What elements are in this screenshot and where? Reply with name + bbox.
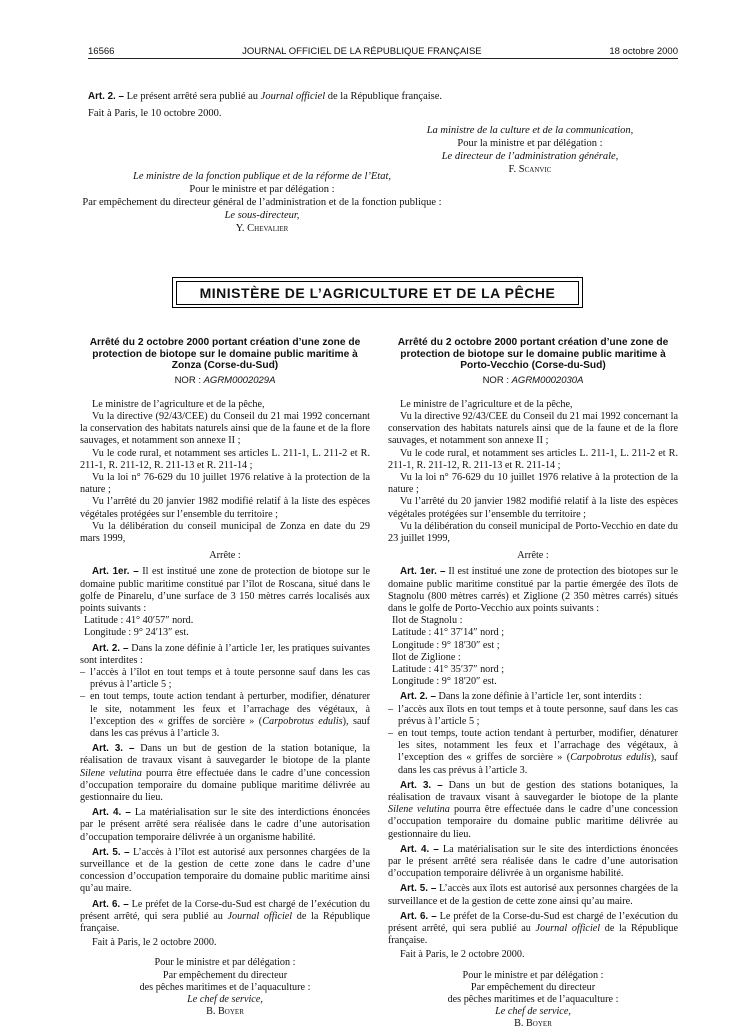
ministry-heading: MINISTÈRE DE L’AGRICULTURE ET DE LA PÊCHE [176,281,579,305]
article-2 [388,691,678,703]
article-5 [388,883,678,907]
species-name: Carpobrotus edulis [262,715,343,727]
visa-paragraph: Vu la directive 92/43/CEE du Conseil du 21 mai 1992 concernant la conservation des habitats naturels ainsi que de la faune et de la flore sauvages, et notamment son annexe II ; [388,410,678,447]
ministry-heading-box [172,277,583,308]
publication-date: 18 octobre 2000 [609,45,678,57]
decree-title: Arrêté du 2 octobre 2000 portant création d’une zone de protection de biotope sur le domaine public maritime à Porto-Vecchio (Corse-du-Sud) [397,337,669,371]
coordinate-latitude: Latitude : 41° 35′37″ nord ; [392,663,505,675]
list-item-text: en tout temps, toute action tendant à perturber, modifier, dénaturer le site, notamment les feux et l’arrachage des végétaux, à l’exception des « griffes de sorcière » ( [90,691,370,727]
signature-culture [380,124,680,176]
visa-paragraph: Vu l’arrêté du 20 janvier 1982 modifié relatif à la liste des espèces végétales protégées sur l’ensemble du territoire ; [388,496,678,520]
visa-paragraph: Vu l’arrêté du 20 janvier 1982 modifié relatif à la liste des espèces végétales protégées sur l’ensemble du territoire ; [80,496,370,520]
fait-line: Fait à Paris, le 10 octobre 2000. [88,108,222,119]
decree-zonza [80,337,370,1018]
signatory-role: Le sous-directeur, [224,210,300,221]
signatory-role: Le directeur de l’administration générale, [441,151,619,162]
arrete-heading: Arrête : [209,550,241,562]
article-label: Art. 1er. – [92,566,139,578]
visa-paragraph: Vu la délibération du conseil municipal de Zonza en date du 29 mars 1999, [80,520,370,544]
decree-porto-vecchio [388,337,678,1031]
list-item [398,728,678,777]
article-text: Le présent arrêté sera publié au [123,91,261,102]
list-item [90,691,370,740]
nor-label: NOR : [482,374,512,386]
article-text: de la République française. [388,923,678,947]
fait-line: Fait à Paris, le 2 octobre 2000. [400,949,525,961]
visa-paragraph: Le ministre de l’agriculture et de la pêche, [92,398,265,410]
journal-title: JOURNAL OFFICIEL DE LA RÉPUBLIQUE FRANÇAISE [242,45,482,57]
directorate-line: des pêches maritimes et de l’aquaculture : [447,994,619,1006]
article-label: Art. 5. – [400,883,437,895]
visa-paragraph: Vu la directive (92/43/CEE) du Conseil du 21 mai 1992 concernant la conservation des habitats naturels ainsi que de la faune et de la flore sauvages, et notamment son annexe II ; [80,410,370,447]
article-text: pourra être effectuée dans le cadre d’une concession d’occupation temporaire du domaine publique maritime délivrée au gestionnaire du lieu. [80,767,370,803]
article-text: La matérialisation sur le site des interdictions énoncées par le présent arrêté sera réalisée dans le cadre d’une autorisation d’occupation temporaire délivrée à un organisme habilité. [80,807,370,843]
article-text: Il est institué une zone de protection de biotope sur le domaine public maritime constitué par l’îlot de Roscana, situé dans le golfe de Pinarelu, d’une surface de 3 150 mètres carrés localisés aux points suivants : [80,566,371,614]
article-label: Art. 4. – [400,843,439,855]
signatory-role: Le chef de service, [495,1006,571,1018]
visa-paragraph: Vu la loi n° 76-629 du 10 juillet 1976 relative à la protection de la nature ; [388,471,678,496]
islet-name: Ilot de Stagnolu : [392,615,463,627]
nor-label: NOR : [174,374,204,386]
journal-reference: Journal officiel [535,923,601,935]
signatory-name: Y. Chevalier [235,223,289,234]
article-6 [80,899,370,936]
visa-paragraph: Le ministre de l’agriculture et de la pêche, [400,398,573,410]
signatory-role: Le chef de service, [187,994,263,1006]
article-2-paragraph [88,90,678,103]
article-text: L’accès à l’îlot est autorisé aux personnes chargées de la surveillance et de la gestion de cette zone dans le cadre d’une concession d’occupation temporaire du domaine public maritime ainsi qu’au maire. [80,846,370,895]
page-header [88,44,678,58]
article-5 [80,847,370,896]
list-item-text: ), sauf dans les cas prévus à l’article 3. [398,752,678,776]
article-text: Dans la zone définie à l’article 1er, les pratiques suivantes sont interdites : [80,642,371,666]
article-label: Art. 1er. – [400,566,446,578]
article-text: Dans un but de gestion des stations botaniques, la réalisation de travaux visant à sauvegarder le biotope de la plante [388,779,678,803]
delegation-line: Pour le ministre et par délégation : [189,184,335,195]
species-name: Silene velutina [388,804,450,816]
coordinate-longitude: Longitude : 9° 18′30″ est ; [392,639,500,651]
nor-reference [80,375,370,387]
list-item: – l’accès aux îlots en tout temps et à toute personne, sauf dans les cas prévus à l’article 5 ; [398,704,678,728]
empechement-line: Par empêchement du directeur [470,981,596,993]
nor-code: AGRM0002030A [511,374,584,386]
article-label: Art. 2. – [88,91,124,102]
prohibitions-list [388,704,678,777]
list-item-text: ), sauf dans les cas prévus à l’article 3. [90,715,370,739]
article-label: Art. 6. – [92,898,129,910]
article-label: Art. 2. – [400,691,436,703]
signature-fonction-publique [76,170,448,235]
article-label: Art. 3. – [92,743,135,755]
fait-line: Fait à Paris, le 2 octobre 2000. [92,937,217,949]
article-4 [388,844,678,881]
delegation-line: Pour le ministre et par délégation : [154,957,296,969]
article-label: Art. 3. – [400,779,443,791]
article-text: Dans la zone définie à l’article 1er, sont interdits : [435,691,642,703]
article-label: Art. 2. – [92,642,129,654]
list-item-text: en tout temps, toute action tendant à perturber, modifier, dénaturer les sites, notamment les feux et l’arrachage des végétaux, à l’exception des « griffes de sorcière » ( [398,727,678,764]
article-1 [80,566,370,615]
coordinate-longitude: Longitude : 9° 24′13″ est. [84,627,189,639]
decree-title: Arrêté du 2 octobre 2000 portant création d’une zone de protection de biotope sur le domaine public maritime à Zonza (Corse-du-Sud) [89,337,361,371]
species-name: Silene velutina [80,767,142,779]
article-text: pourra être effectuée dans le cadre d’une concession d’occupation temporaire du domaine public maritime délivrée au gestionnaire du lieu. [388,804,678,840]
article-label: Art. 6. – [400,910,437,922]
prohibitions-list [80,667,370,740]
header-rule [88,58,678,59]
species-name: Carpobrotus edulis [570,752,651,764]
article-label: Art. 4. – [92,807,131,819]
delegation-line: Pour le ministre et par délégation : [462,969,604,981]
article-2 [80,643,370,667]
visa-paragraph: Vu le code rural, et notamment ses articles L. 211-1, L. 211-2 et R. 211-1, R. 211-12, R. 211-13 et R. 211-14 ; [80,447,370,471]
journal-reference: Journal officiel [260,91,326,102]
article-3 [388,780,678,841]
article-1 [388,566,678,615]
article-text: de la République française. [80,910,370,935]
article-text: L’accès aux îlots est autorisé aux personnes chargées de la surveillance et de la gestion de cette zone ainsi qu’au maire. [388,883,678,907]
article-label: Art. 5. – [92,846,130,858]
signatory-title: La ministre de la culture et de la communication, [426,125,634,136]
islet-name: Ilot de Ziglione : [392,651,461,663]
signatory-name: F. Scanvic [508,164,552,175]
signatory-title: Le ministre de la fonction publique et de la réforme de l’Etat, [133,171,391,182]
empechement-line: Par empêchement du directeur général de l’administration et de la fonction publique : [82,197,442,208]
directorate-line: des pêches maritimes et de l’aquaculture : [139,981,311,993]
visa-paragraph: Vu la délibération du conseil municipal de Porto-Vecchio en date du 23 juillet 1999, [388,520,678,544]
article-4 [80,807,370,844]
article-text: de la République française. [325,91,443,102]
coordinate-longitude: Longitude : 9° 18′20″ est. [392,676,497,688]
journal-reference: Journal officiel [227,910,293,922]
article-text: Le préfet de la Corse-du-Sud est chargé de l’exécution du présent arrêté, qui sera publié au [388,910,679,935]
signatory-name: B. Boyer [206,1006,244,1018]
article-3 [80,743,370,804]
article-text: Dans un but de gestion de la station botanique, la réalisation de travaux visant à sauvegarder le biotope de la plante [80,743,370,767]
article-6 [388,911,678,948]
list-item: – l’accès à l’îlot en tout temps et à toute personne sauf dans les cas prévus à l’article 5 ; [90,667,370,691]
previous-decree-end [88,90,678,120]
coordinate-latitude: Latitude : 41° 40′57″ nord. [84,615,194,627]
article-text: Le préfet de la Corse-du-Sud est chargé de l’exécution du présent arrêté, qui sera publié au [80,898,371,922]
article-text: La matérialisation sur le site des interdictions énoncées par le présent arrêté sera réalisée dans le cadre d’une autorisation d’occupation temporaire délivrée à un organisme habilité. [388,843,678,880]
visa-paragraph: Vu la loi n° 76-629 du 10 juillet 1976 relative à la protection de la nature ; [80,471,370,496]
page-number: 16566 [88,45,115,57]
visa-paragraph: Vu le code rural, et notamment ses articles L. 211-1, L. 211-2 et R. 211-1, R. 211-12, R. 211-13 et R. 211-14 ; [388,447,678,471]
article-text: Il est institué une zone de protection des biotopes sur le domaine public maritime constitué par la partie émergée des îlots de Stagnolu (800 mètres carrés) et Ziglione (2 350 mètres carrés) situés dans le golfe de Porto-Vecchio aux points suivants : [388,566,678,614]
arrete-heading: Arrête : [517,550,549,562]
nor-code: AGRM0002029A [203,374,276,386]
delegation-line: Pour la ministre et par délégation : [457,138,603,149]
signatory-name: B. Boyer [514,1018,552,1030]
nor-reference [388,375,678,387]
coordinate-latitude: Latitude : 41° 37′14″ nord ; [392,627,505,639]
empechement-line: Par empêchement du directeur [162,969,288,981]
